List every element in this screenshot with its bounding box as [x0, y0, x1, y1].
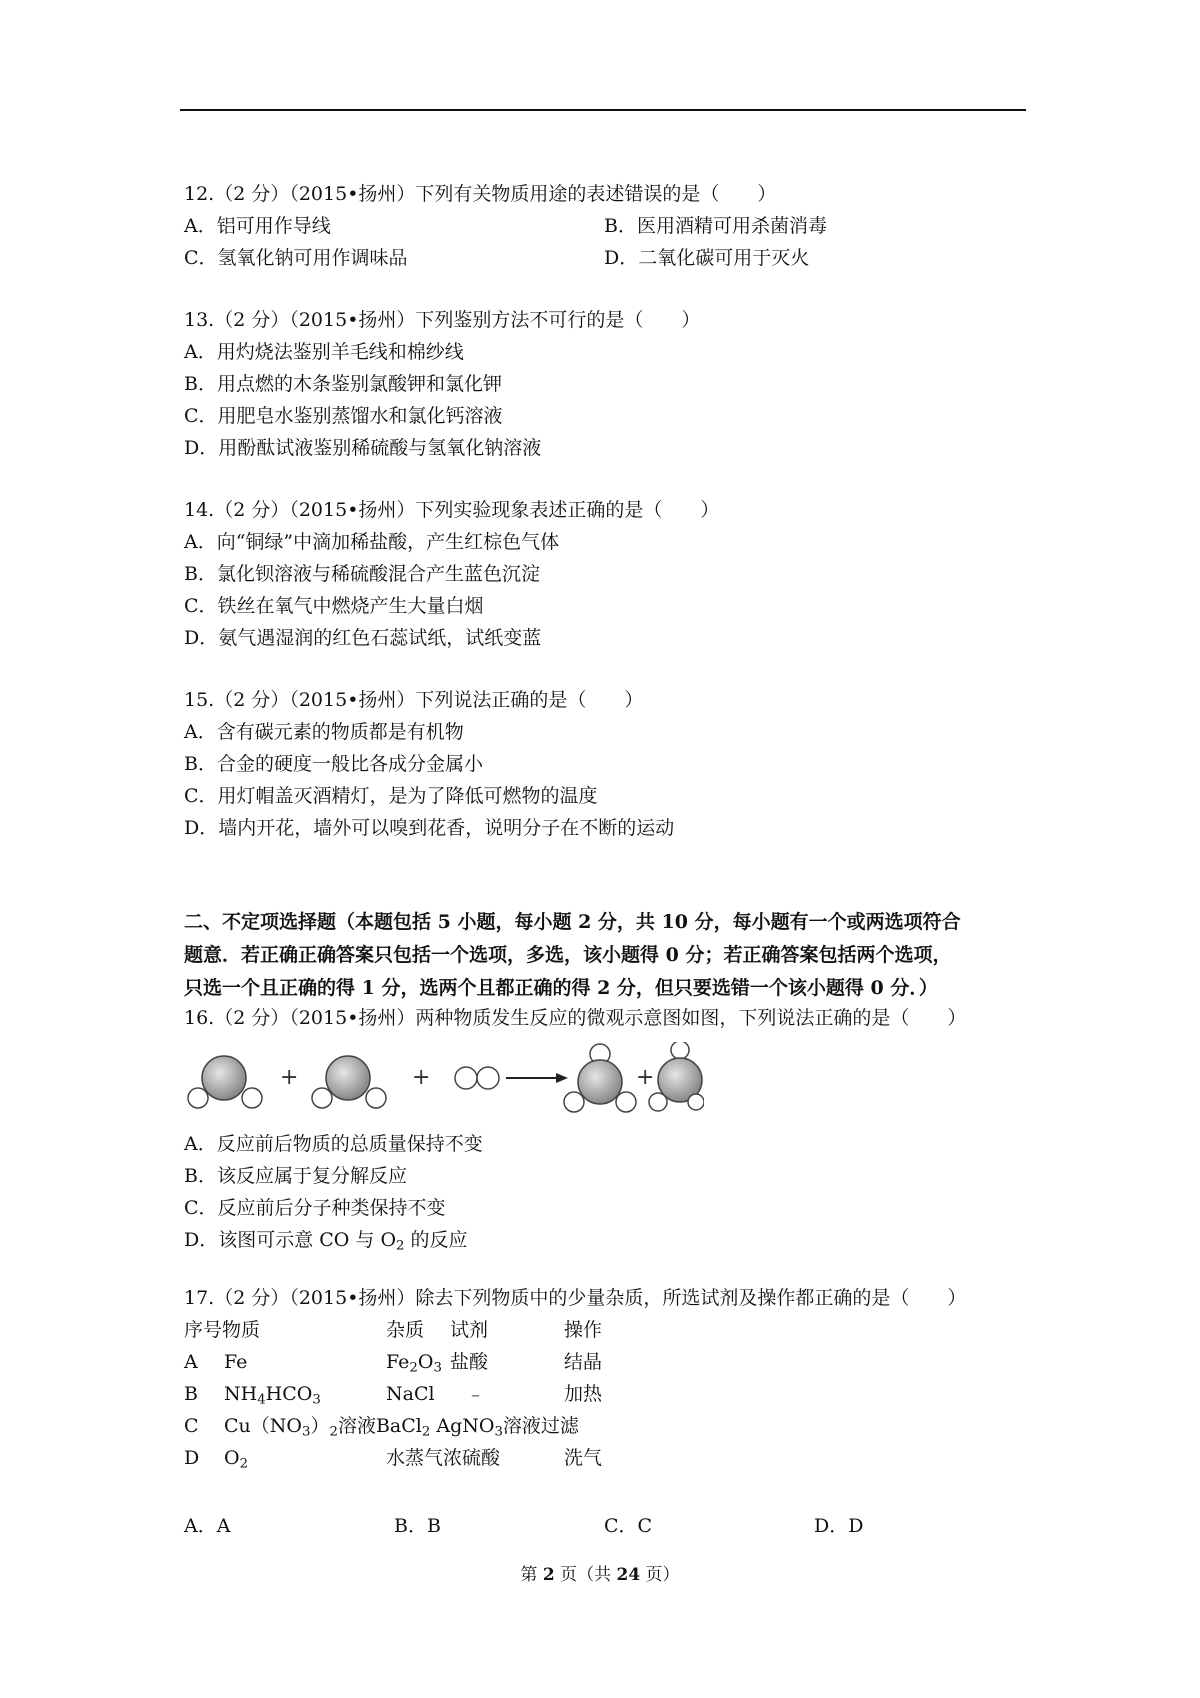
question-13-option-c: C．用肥皂水鉴别蒸馏水和氯化钙溶液 [184, 405, 503, 427]
question-15-option-d: D．墙内开花，墙外可以嗅到花香，说明分子在不断的运动 [184, 817, 675, 839]
reactant-molecule-2 [312, 1056, 386, 1108]
svg-text:+: + [280, 1065, 299, 1090]
question-14 [184, 494, 1044, 654]
question-14-option-d: D．氨气遇湿润的红色石蕊试纸，试纸变蓝 [184, 627, 542, 649]
question-15-stem: 15.（2 分）（2015•扬州）下列说法正确的是（ ） [184, 689, 644, 711]
page-number: 2 [542, 1565, 555, 1585]
question-16-option-c: C．反应前后分子种类保持不变 [184, 1197, 446, 1219]
question-12-option-a: A．铝可用作导线 [184, 215, 331, 237]
page-footer: 第 2 页（共 24 页） [520, 1565, 680, 1585]
question-15-option-a: A．含有碳元素的物质都是有机物 [184, 721, 464, 743]
question-15-option-b: B．合金的硬度一般比各成分金属小 [184, 753, 483, 775]
question-13-option-a: A．用灼烧法鉴别羊毛线和棉纱线 [184, 341, 464, 363]
question-16-stem: 16.（2 分）（2015•扬州）两种物质发生反应的微观示意图如图，下列说法正确的是（ ） [184, 1007, 967, 1029]
molecule-reaction-diagram-icon [184, 1042, 704, 1119]
question-17-option-d: D．D [814, 1515, 864, 1537]
question-15 [184, 684, 1044, 844]
svg-text:+: + [412, 1065, 431, 1090]
question-17-option-c: C．C [604, 1515, 653, 1537]
section-2-heading [184, 906, 1044, 1005]
question-12-option-c: C．氢氧化钠可用作调味品 [184, 247, 408, 269]
question-14-stem: 14.（2 分）（2015•扬州）下列实验现象表述正确的是（ ） [184, 499, 720, 521]
question-17-stem-wrap [184, 1282, 1044, 1314]
question-16-options [184, 1128, 1044, 1256]
question-14-option-a: A．向“铜绿”中滴加稀盐酸，产生红棕色气体 [184, 531, 560, 553]
question-17-stem: 17.（2 分）（2015•扬州）除去下列物质中的少量杂质，所选试剂及操作都正确的是（ ） [184, 1287, 967, 1309]
question-13 [184, 304, 1044, 464]
product-molecule-1 [564, 1044, 636, 1112]
section-2-line-2: 题意．若正确正确答案只包括一个选项，多选，该小题得 0 分；若正确答案包括两个选项， [184, 944, 952, 966]
question-16-option-d: D．该图可示意 CO 与 $O_2$ 的反应 [184, 1229, 468, 1254]
question-17-option-b: B．B [394, 1515, 441, 1537]
question-17-answers [184, 1510, 1044, 1542]
product-molecule-2 [649, 1042, 704, 1111]
header-rule [180, 109, 1026, 111]
question-12-stem: 12.（2 分）（2015•扬州）下列有关物质用途的表述错误的是（ ） [184, 183, 777, 205]
question-16-option-b: B．该反应属于复分解反应 [184, 1165, 407, 1187]
svg-text:+: + [636, 1065, 655, 1090]
question-13-option-b: B．用点燃的木条鉴别氯酸钾和氯化钾 [184, 373, 502, 395]
question-15-option-c: C．用灯帽盖灭酒精灯，是为了降低可燃物的温度 [184, 785, 598, 807]
question-16-option-a: A．反应前后物质的总质量保持不变 [184, 1133, 483, 1155]
reactant-molecule-1 [188, 1056, 262, 1108]
page-total: 24 [616, 1565, 641, 1585]
question-14-option-b: B．氯化钡溶液与稀硫酸混合产生蓝色沉淀 [184, 563, 540, 585]
question-12 [184, 178, 1044, 274]
section-2-line-3: 只选一个且正确的得 1 分，选两个且都正确的得 2 分，但只要选错一个该小题得 0 分．） [184, 977, 938, 999]
question-14-option-c: C．铁丝在氧气中燃烧产生大量白烟 [184, 595, 484, 617]
section-2-line-1: 二、不定项选择题（本题包括 5 小题，每小题 2 分，共 10 分，每小题有一个或两选项符合 [184, 911, 961, 933]
question-17-option-a: A．A [184, 1515, 231, 1537]
question-12-option-d: D．二氧化碳可用于灭火 [604, 247, 810, 269]
question-16-stem-wrap [184, 1002, 1044, 1034]
question-13-option-d: D．用酚酞试液鉴别稀硫酸与氢氧化钠溶液 [184, 437, 542, 459]
question-12-option-b: B．医用酒精可用杀菌消毒 [604, 215, 827, 237]
reactant-molecule-3 [455, 1067, 499, 1089]
question-13-stem: 13.（2 分）（2015•扬州）下列鉴别方法不可行的是（ ） [184, 309, 701, 331]
